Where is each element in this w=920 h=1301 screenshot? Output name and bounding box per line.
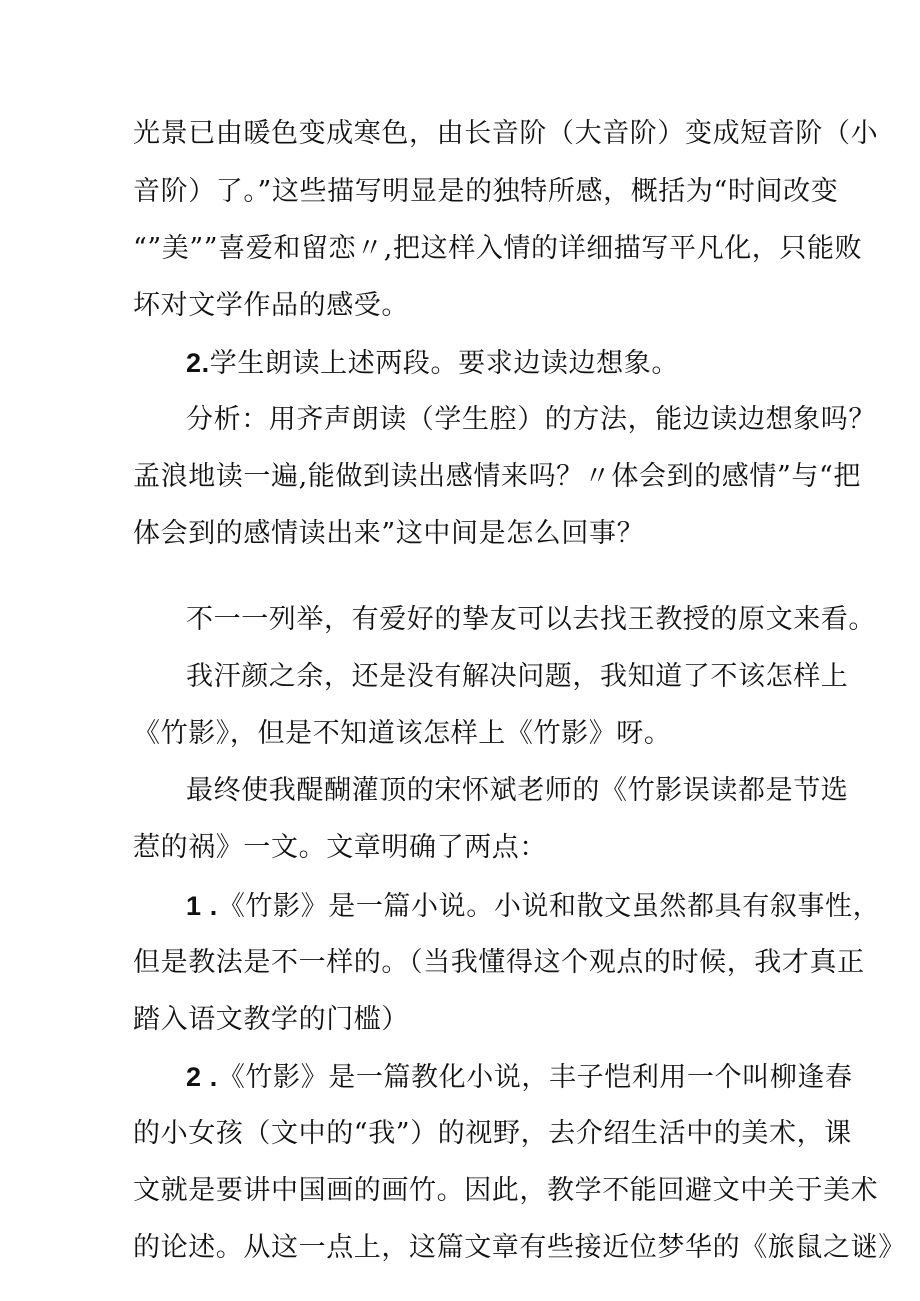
point-number-2: 2 . bbox=[186, 1062, 218, 1092]
text-line-3: “”美””喜爱和留恋〃,把这样入情的详细描写平凡化，只能败 bbox=[133, 233, 863, 264]
point-1-line-2: 但是教法是不一样的。（当我懂得这个观点的时候，我才真正 bbox=[133, 947, 865, 978]
point-2-line-1 bbox=[186, 1061, 920, 1094]
point-2-line-2: 的小女孩（文中的“我”）的视野，去介绍生活中的美术，课 bbox=[133, 1118, 852, 1149]
paragraph-shame-line-1: 我汗颜之余，还是没有解决问题，我知道了不该怎样上 bbox=[186, 661, 849, 692]
analysis-line-3: 体会到的感情读出来”这中间是怎么回事？ bbox=[133, 518, 645, 549]
point-2-line-4: 的论述。从这一点上，这篇文章有些接近位梦华的《旅鼠之谜》 bbox=[133, 1232, 906, 1263]
point-number-1: 1 . bbox=[186, 891, 218, 921]
point-1-text: 《竹影》是一篇小说。小说和散文虽然都具有叙事性， bbox=[217, 891, 881, 922]
paragraph-enumerate-line: 不一一列举，有爱好的挚友可以去找王教授的原文来看。 bbox=[186, 604, 876, 635]
paragraph-enlighten-line-1: 最终使我醍醐灌顶的宋怀斌老师的《竹影误读都是节选 bbox=[186, 775, 849, 806]
text-line-4: 坏对文学作品的感受。 bbox=[133, 290, 409, 321]
paragraph-enlighten-line-2: 惹的祸》一文。文章明确了两点： bbox=[133, 832, 547, 863]
numbered-item-2-line bbox=[186, 347, 920, 380]
item-number-2: 2. bbox=[186, 348, 210, 378]
analysis-line-2: 孟浪地读一遍,能做到读出感情来吗？〃体会到的感情”与“把 bbox=[133, 461, 861, 492]
analysis-line-1: 分析：用齐声朗读（学生腔）的方法，能边读边想象吗？ bbox=[186, 404, 876, 435]
text-line-2: 音阶）了。”这些描写明显是的独特所感，概括为“时间改变 bbox=[133, 176, 839, 207]
point-1-line-3: 踏入语文教学的门槛） bbox=[133, 1004, 409, 1035]
point-2-line-3: 文就是要讲中国画的画竹。因此，教学不能回避文中关于美术 bbox=[133, 1175, 879, 1206]
paragraph-shame-line-2: 《竹影》，但是不知道该怎样上《竹影》呀。 bbox=[133, 718, 672, 749]
text-line-1: 光景已由暖色变成寒色，由长音阶（大音阶）变成短音阶（小 bbox=[133, 118, 879, 149]
point-1-line-1 bbox=[186, 890, 920, 923]
point-2-text: 《竹影》是一篇教化小说，丰子恺利用一个叫柳逢春 bbox=[217, 1062, 853, 1093]
item-2-text: 学生朗读上述两段。要求边读边想象。 bbox=[209, 348, 679, 379]
